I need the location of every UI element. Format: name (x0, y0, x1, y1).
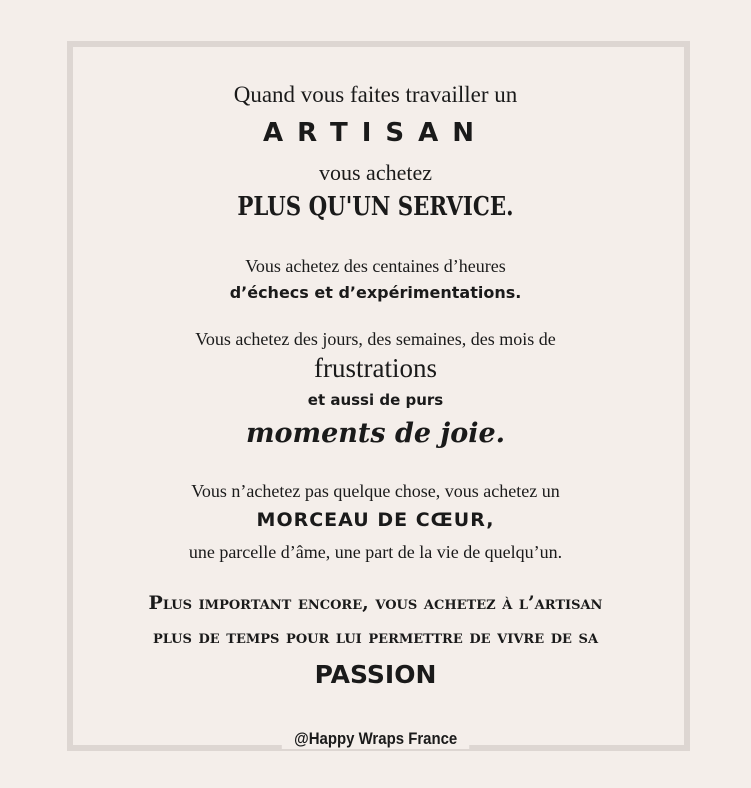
plus-qun-service-text: PLUS QU'UN SERVICE. (237, 192, 514, 222)
line-aussi: et aussi de purs (307, 391, 444, 409)
line-plus-de-temps: plus de temps pour lui permettre de vivre de sa (152, 626, 599, 648)
line-jours: Vous achetez des jours, des semaines, des mois de (195, 329, 556, 349)
line-frustrations: frustrations (314, 353, 437, 383)
line-plus-qun-service (0, 192, 751, 222)
line-echecs: d’échecs et d’expérimentations. (229, 283, 522, 302)
line-passion: PASSION (314, 660, 437, 689)
line-vous-achetez: vous achetez (319, 160, 432, 185)
credit-wrap (0, 729, 751, 749)
line-parcelle: une parcelle d’âme, une part de la vie de quelqu’un. (188, 542, 563, 562)
line-plus-important: Plus important encore, vous achetez à l’artisan (148, 592, 603, 614)
line-morceau: MORCEAU DE CŒUR, (256, 509, 495, 531)
credit-handle: @Happy Wraps France (282, 729, 470, 749)
line-intro: Quand vous faites travailler un (233, 82, 518, 107)
line-nachetez: Vous n’achetez pas quelque chose, vous achetez un (191, 481, 560, 501)
line-centaines: Vous achetez des centaines d’heures (245, 256, 506, 276)
line-moments-de-joie: moments de joie. (245, 418, 506, 449)
line-artisan: ARTISAN (263, 118, 488, 148)
